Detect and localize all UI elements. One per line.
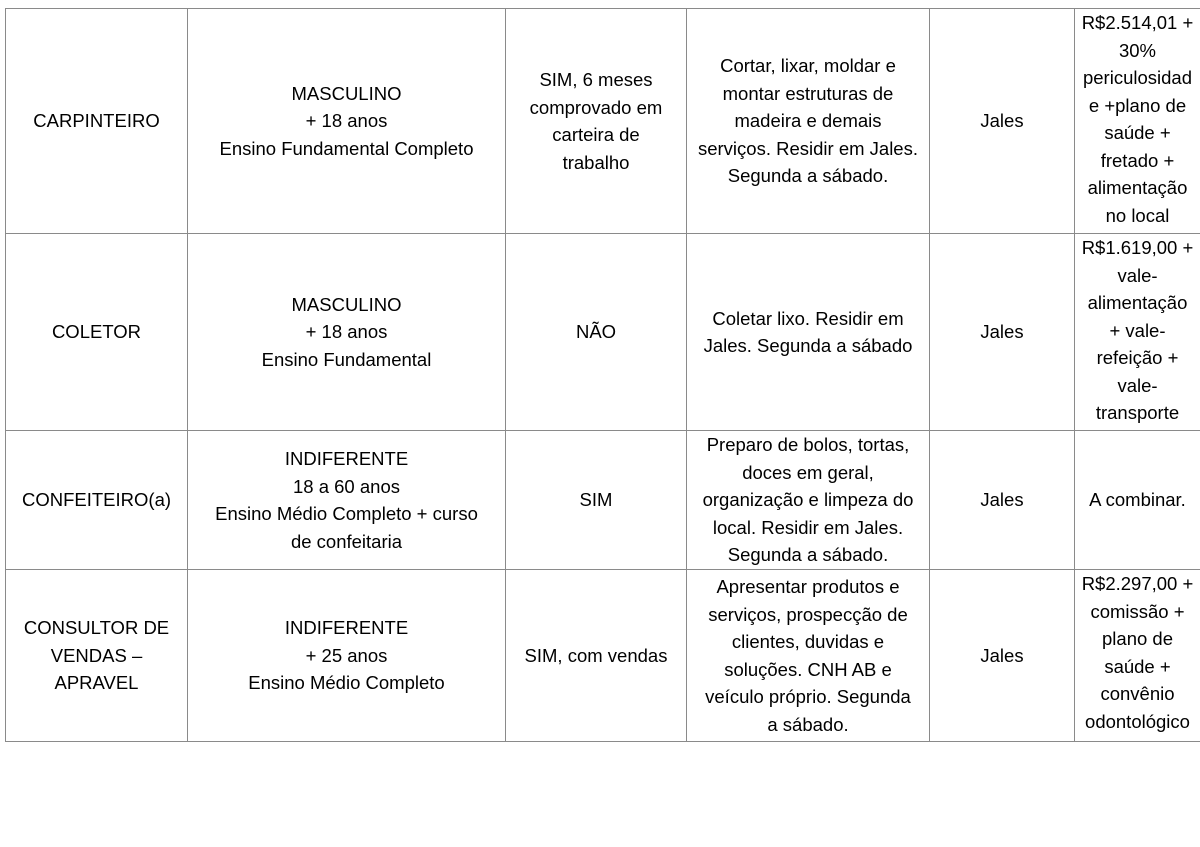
cell-cargo: COLETOR [6, 234, 188, 431]
cell-cargo: CONSULTOR DE VENDAS – APRAVEL [6, 570, 188, 742]
cell-local: Jales [930, 9, 1075, 234]
cell-salario: R$2.514,01 + 30% periculosidad e +plano de saúde + fretado + alimentação no local [1075, 9, 1200, 234]
cell-cargo: CONFEITEIRO(a) [6, 431, 188, 570]
cell-local: Jales [930, 570, 1075, 742]
cell-experiencia: NÃO [506, 234, 687, 431]
cell-perfil: INDIFERENTE 18 a 60 anos Ensino Médio Completo + curso de confeitaria [188, 431, 506, 570]
table-row [6, 570, 1200, 742]
cell-local: Jales [930, 234, 1075, 431]
table-row [6, 431, 1200, 570]
cell-atividades: Preparo de bolos, tortas, doces em geral, organização e limpeza do local. Residir em Jales. Segunda a sábado. [687, 431, 930, 570]
cell-perfil: MASCULINO + 18 anos Ensino Fundamental Completo [188, 9, 506, 234]
table-row [6, 9, 1200, 234]
table-row [6, 234, 1200, 431]
cell-atividades: Coletar lixo. Residir em Jales. Segunda a sábado [687, 234, 930, 431]
cell-cargo: CARPINTEIRO [6, 9, 188, 234]
cell-experiencia: SIM, 6 meses comprovado em carteira de trabalho [506, 9, 687, 234]
job-listings-table [5, 8, 1200, 742]
cell-atividades: Apresentar produtos e serviços, prospecção de clientes, duvidas e soluções. CNH AB e veículo próprio. Segunda a sábado. [687, 570, 930, 742]
cell-salario: A combinar. [1075, 431, 1200, 570]
cell-atividades: Cortar, lixar, moldar e montar estruturas de madeira e demais serviços. Residir em Jales. Segunda a sábado. [687, 9, 930, 234]
cell-local: Jales [930, 431, 1075, 570]
cell-perfil: MASCULINO + 18 anos Ensino Fundamental [188, 234, 506, 431]
cell-salario: R$1.619,00 + vale- alimentação + vale- refeição + vale- transporte [1075, 234, 1200, 431]
cell-perfil: INDIFERENTE + 25 anos Ensino Médio Completo [188, 570, 506, 742]
cell-experiencia: SIM, com vendas [506, 570, 687, 742]
cell-salario: R$2.297,00 + comissão + plano de saúde + convênio odontológico [1075, 570, 1200, 742]
cell-experiencia: SIM [506, 431, 687, 570]
